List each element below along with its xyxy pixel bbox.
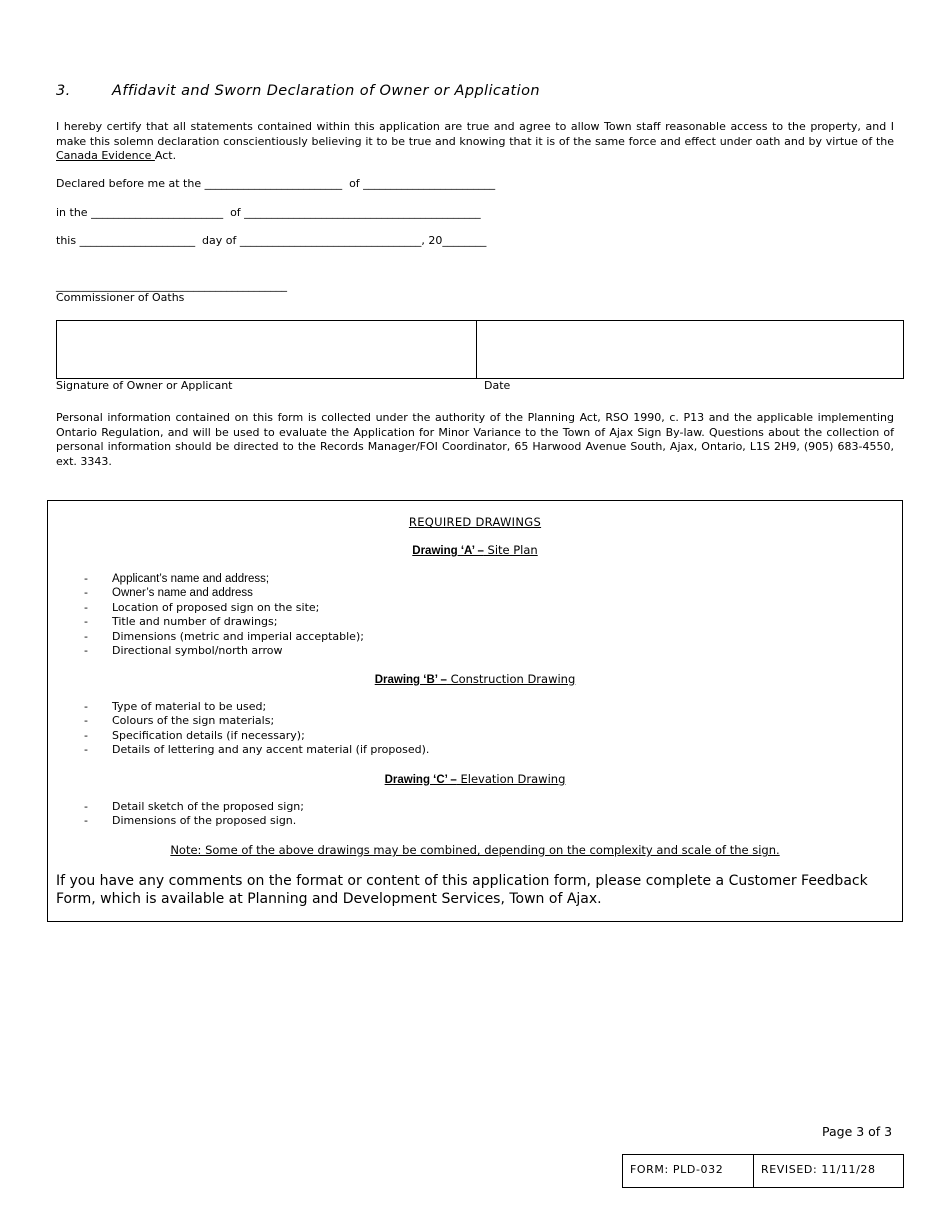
drawing-b-list <box>84 700 429 758</box>
list-item: - Specification details (if necessary); <box>84 728 305 742</box>
declaration-text: I hereby certify that all statements contained within this application are true and agree to allow Town staff reasonable access to the property, and I make this solemn declaration conscientiously believing it to be true and knowing that it is of the same force and effect under oath and by virtue of the <box>56 120 894 148</box>
date-label: Date <box>484 379 511 392</box>
in-the-line[interactable]: in the ________________________ of ___________________________________________ <box>56 206 481 219</box>
list-item: - Detail sketch of the proposed sign; <box>84 800 304 813</box>
drawing-b-label: Drawing ‘B’ – <box>374 674 447 686</box>
drawing-a-label: Drawing ‘A’ – <box>412 545 484 557</box>
list-item: - Dimensions (metric and imperial acceptable); <box>84 629 364 643</box>
drawing-c-heading <box>48 772 902 786</box>
page-number: Page 3 of 3 <box>822 1124 893 1139</box>
section-title <box>56 83 540 99</box>
list-item: - Title and number of drawings; <box>84 615 278 629</box>
drawings-note: Note: Some of the above drawings may be combined, depending on the complexity and scale of the sign. <box>170 843 780 857</box>
declaration-paragraph <box>56 120 894 164</box>
form-number: FORM: PLD-032 <box>623 1155 754 1187</box>
drawing-c-list <box>84 800 304 829</box>
declaration-end: Act. <box>154 149 177 162</box>
list-item: - Colours of the sign materials; <box>84 714 275 728</box>
list-item: - Dimensions of the proposed sign. <box>84 814 297 828</box>
required-drawings-heading: REQUIRED DRAWINGS <box>408 515 542 529</box>
list-item: - Owner’s name and address <box>84 586 253 600</box>
declared-before-line[interactable]: Declared before me at the _________________________ of ________________________ <box>56 177 496 190</box>
drawing-b-heading <box>48 672 902 686</box>
drawing-a-name: Site Plan <box>483 543 538 557</box>
drawing-c-name: Elevation Drawing <box>456 772 566 786</box>
list-item: - Applicant’s name and address; <box>84 572 270 585</box>
list-item: - Directional symbol/north arrow <box>84 643 283 657</box>
commissioner-label: Commissioner of Oaths <box>56 291 185 304</box>
act-name: Canada Evidence <box>56 149 155 162</box>
date-field[interactable] <box>477 321 903 378</box>
drawing-b-name: Construction Drawing <box>446 672 576 686</box>
list-item: - Location of proposed sign on the site; <box>84 600 320 614</box>
signature-table <box>56 320 904 379</box>
signature-field[interactable] <box>57 321 477 378</box>
commissioner-signature-line[interactable]: __________________________________________ <box>56 279 287 292</box>
required-drawings-box <box>47 500 903 922</box>
drawing-a-list <box>84 572 364 658</box>
section-number: 3. <box>56 83 71 99</box>
section-title-text: Affidavit and Sworn Declaration of Owner or Application <box>112 83 540 99</box>
this-day-line[interactable]: this _____________________ day of _________________________________, 20________ <box>56 234 487 247</box>
form-info-box <box>622 1154 904 1188</box>
signature-label: Signature of Owner or Applicant <box>56 379 233 392</box>
list-item: - Type of material to be used; <box>84 700 267 713</box>
list-item: - Details of lettering and any accent material (if proposed). <box>84 743 430 757</box>
drawing-a-heading <box>48 543 902 557</box>
feedback-text: If you have any comments on the format or content of this application form, please complete a Customer Feedback Form, which is available at Planning and Development Services, Town of Ajax. <box>56 873 868 907</box>
drawing-c-label: Drawing ‘C’ – <box>384 774 457 786</box>
privacy-notice: Personal information contained on this form is collected under the authority of the Planning Act, RSO 1990, c. P13 and the applicable implementing Ontario Regulation, and will be used to evaluate the Application for Minor Variance to the Town of Ajax Sign By-law. Questions about the collection of personal information should be directed to the Records Manager/FOI Coordinator, 65 Harwood Avenue South, Ajax, Ontario, L1S 2H9, (905) 683-4550, ext. 3343. <box>56 411 894 468</box>
revised-date: REVISED: 11/11/28 <box>761 1163 876 1176</box>
